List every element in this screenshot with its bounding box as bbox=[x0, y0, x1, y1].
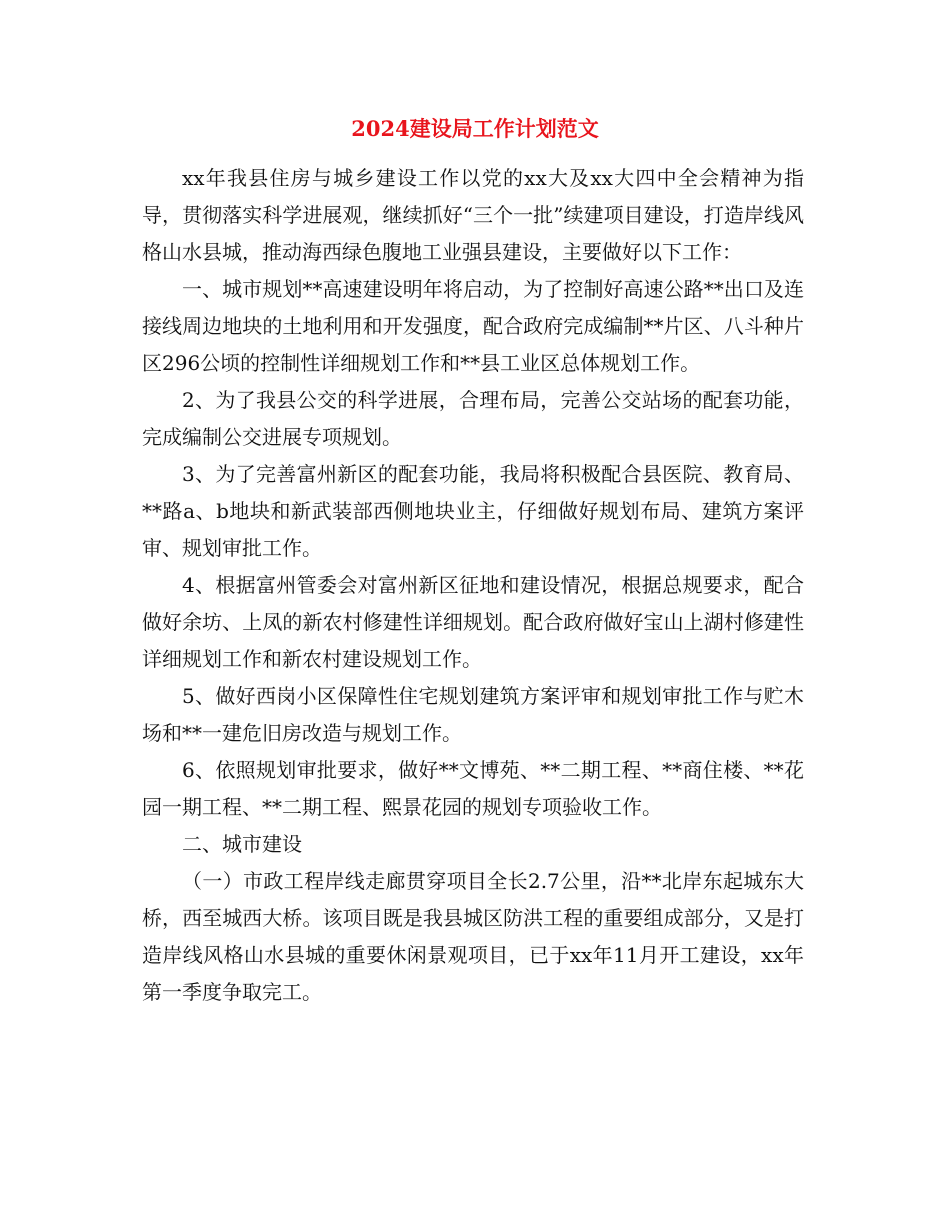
document-body bbox=[142, 160, 804, 1011]
paragraph-item-3: 3、为了完善富州新区的配套功能，我局将积极配合县医院、教育局、**路a、b地块和新武装部西侧地块业主，仔细做好规划布局、建筑方案评审、规划审批工作。 bbox=[142, 462, 804, 560]
paragraph-item-2: 2、为了我县公交的科学进展，合理布局，完善公交站场的配套功能，完成编制公交进展专项规划。 bbox=[142, 388, 804, 449]
paragraph-item-5: 5、做好西岗小区保障性住宅规划建筑方案评审和规划审批工作与贮木场和**一建危旧房改造与规划工作。 bbox=[142, 684, 804, 745]
paragraph-item-6: 6、依照规划审批要求，做好**文博苑、**二期工程、**商住楼、**花园一期工程、**二期工程、熙景花园的规划专项验收工作。 bbox=[142, 758, 804, 819]
paragraph-intro: xx年我县住房与城乡建设工作以党的xx大及xx大四中全会精神为指导，贯彻落实科学进展观，继续抓好“三个一批”续建项目建设，打造岸线风格山水县城，推动海西绿色腹地工业强县建设，主要做好以下工作： bbox=[142, 166, 804, 264]
section-heading-urban-construction: 二、城市建设 bbox=[182, 832, 302, 856]
paragraph-urban-planning: 一、城市规划**高速建设明年将启动，为了控制好高速公路**出口及连接线周边地块的土地利用和开发强度，配合政府完成编制**片区、八斗种片区296公顷的控制性详细规划工作和**县工业区总体规划工作。 bbox=[142, 277, 804, 375]
paragraph-item-4: 4、根据富州管委会对富州新区征地和建设情况，根据总规要求，配合做好余坊、上凤的新农村修建性详细规划。配合政府做好宝山上湖村修建性详细规划工作和新农村建设规划工作。 bbox=[142, 573, 804, 671]
document-title: 2024建设局工作计划范文 bbox=[351, 116, 599, 141]
paragraph-municipal-works: （一）市政工程岸线走廊贯穿项目全长2.7公里，沿**北岸东起城东大桥，西至城西大桥。该项目既是我县城区防洪工程的重要组成部分，又是打造岸线风格山水县城的重要休闲景观项目，已于xx年11月开工建设，xx年第一季度争取完工。 bbox=[142, 869, 804, 1004]
